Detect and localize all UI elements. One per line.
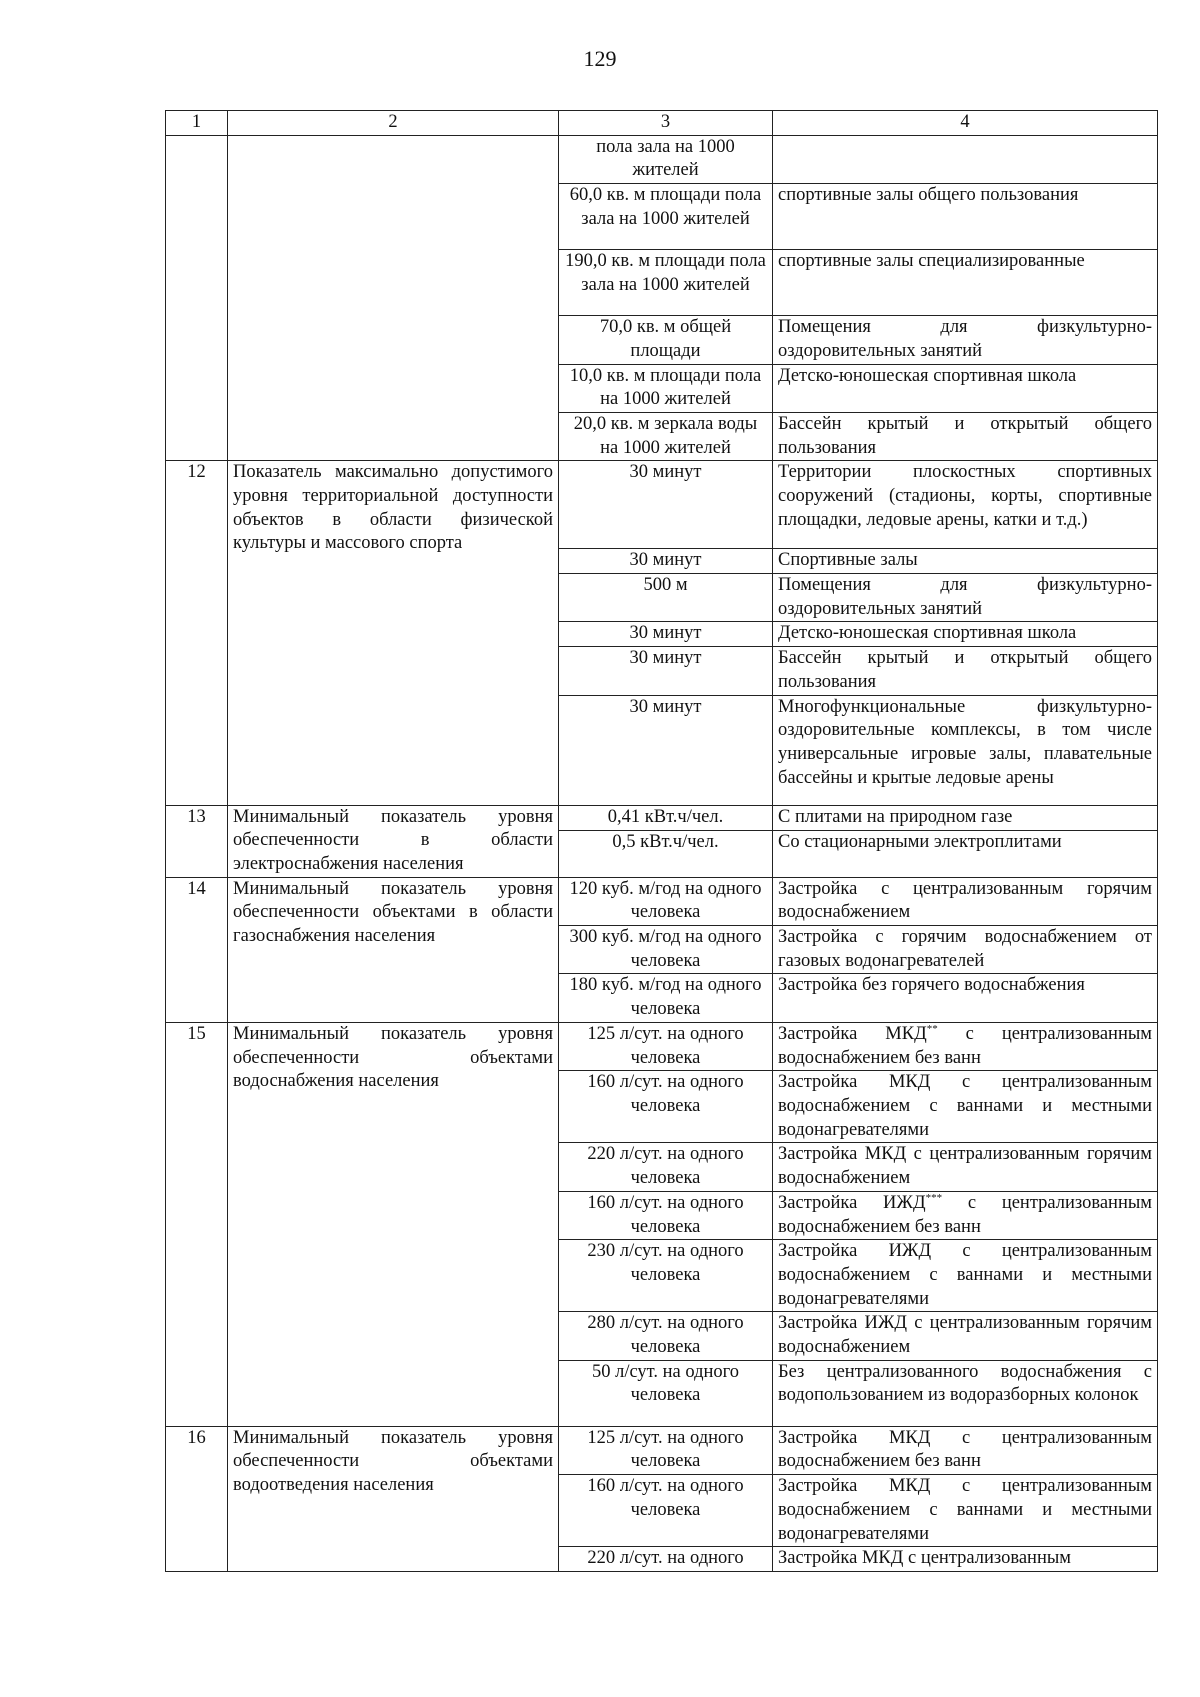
footnote-mark: ** [926,1022,938,1035]
footnote-mark: *** [925,1191,943,1204]
header-col-2: 2 [228,111,559,136]
value-cell: 160 л/сут. на одного человека [559,1071,773,1143]
conditions-text: с централизованным водоснабжением без ванн [778,1023,1152,1068]
value-cell: 280 л/сут. на одного человека [559,1312,773,1360]
row-number: 12 [166,461,228,805]
value-cell: 180 куб. м/год на одного человека [559,974,773,1022]
value-cell: 120 куб. м/год на одного человека [559,877,773,925]
header-col-1: 1 [166,111,228,136]
indicator-cell: Минимальный показатель уровня обеспеченности объектами водоснабжения населения [228,1022,559,1426]
row-number: 15 [166,1022,228,1426]
value-cell: 0,5 кВт.ч/чел. [559,831,773,877]
conditions-cell: Со стационарными электроплитами [773,831,1158,877]
conditions-cell: Бассейн крытый и открытый общего пользования [773,412,1158,460]
value-cell: 30 минут [559,622,773,647]
table-row [166,1426,1158,1474]
header-col-4: 4 [773,111,1158,136]
conditions-cell: Застройка без горячего водоснабжения [773,974,1158,1022]
conditions-cell: Многофункциональные физкультурно-оздоровительные комплексы, в том числе универсальные игровые залы, плавательные бассейны и крытые ледовые арены [773,695,1158,805]
value-cell: 300 куб. м/год на одного человека [559,926,773,974]
value-cell: 500 м [559,574,773,622]
table-row [166,877,1158,925]
conditions-cell: спортивные залы специализированные [773,250,1158,316]
conditions-cell [773,1191,1158,1239]
conditions-cell: Застройка МКД с централизованным водоснабжением с ваннами и местными водонагревателями [773,1071,1158,1143]
conditions-cell [773,1022,1158,1070]
conditions-cell: Помещения для физкультурно-оздоровительных занятий [773,574,1158,622]
norms-table [165,110,1158,1572]
conditions-cell: Застройка ИЖД с централизованным водоснабжением с ваннами и местными водонагревателями [773,1240,1158,1312]
header-row [166,111,1158,136]
conditions-cell: Детско-юношеская спортивная школа [773,622,1158,647]
value-cell: 0,41 кВт.ч/чел. [559,805,773,831]
indicator-cell: Минимальный показатель уровня обеспеченности объектами водоотведения населения [228,1426,559,1571]
value-cell: 125 л/сут. на одного человека [559,1426,773,1474]
conditions-cell: Детско-юношеская спортивная школа [773,364,1158,412]
value-cell: 30 минут [559,461,773,549]
value-cell: 125 л/сут. на одного человека [559,1022,773,1070]
value-cell: 70,0 кв. м общей площади [559,316,773,364]
table-row [166,461,1158,549]
value-cell: пола зала на 1000 жителей [559,135,773,183]
indicator-cell: Минимальный показатель уровня обеспеченности в области электроснабжения населения [228,805,559,877]
value-cell: 160 л/сут. на одного человека [559,1475,773,1547]
value-cell: 10,0 кв. м площади пола на 1000 жителей [559,364,773,412]
row-number: 13 [166,805,228,877]
conditions-cell: Застройка ИЖД с централизованным горячим водоснабжением [773,1312,1158,1360]
conditions-cell: Застройка с горячим водоснабжением от газовых водонагревателей [773,926,1158,974]
indicator-cell: Минимальный показатель уровня обеспеченности объектами в области газоснабжения населения [228,877,559,1022]
conditions-text: Застройка ИЖД [778,1192,926,1213]
conditions-cell: Спортивные залы [773,549,1158,574]
header-col-3: 3 [559,111,773,136]
conditions-cell [773,135,1158,183]
conditions-cell: Застройка МКД с централизованным [773,1547,1158,1572]
conditions-cell: Без централизованного водоснабжения с водопользованием из водоразборных колонок [773,1360,1158,1426]
table-row [166,135,1158,183]
value-cell: 220 л/сут. на одного [559,1547,773,1572]
value-cell: 30 минут [559,695,773,805]
row-number [166,135,228,461]
norms-table-body [166,111,1158,1572]
row-number: 14 [166,877,228,1022]
row-number: 16 [166,1426,228,1571]
value-cell: 160 л/сут. на одного человека [559,1191,773,1239]
conditions-cell: Бассейн крытый и открытый общего пользования [773,647,1158,695]
indicator-cell: Показатель максимально допустимого уровня территориальной доступности объектов в области физической культуры и массового спорта [228,461,559,805]
table-row [166,805,1158,831]
value-cell: 60,0 кв. м площади пола зала на 1000 жителей [559,184,773,250]
conditions-cell: Застройка с централизованным горячим водоснабжением [773,877,1158,925]
value-cell: 20,0 кв. м зеркала воды на 1000 жителей [559,412,773,460]
conditions-cell: Застройка МКД с централизованным водоснабжением без ванн [773,1426,1158,1474]
value-cell: 190,0 кв. м площади пола зала на 1000 жителей [559,250,773,316]
conditions-cell: Застройка МКД с централизованным водоснабжением с ваннами и местными водонагревателями [773,1475,1158,1547]
conditions-cell: спортивные залы общего пользования [773,184,1158,250]
conditions-cell: С плитами на природном газе [773,805,1158,831]
conditions-cell: Помещения для физкультурно-оздоровительных занятий [773,316,1158,364]
value-cell: 230 л/сут. на одного человека [559,1240,773,1312]
value-cell: 220 л/сут. на одного человека [559,1143,773,1191]
value-cell: 30 минут [559,549,773,574]
conditions-text: с централизованным водоснабжением без ванн [778,1192,1152,1237]
indicator-cell [228,135,559,461]
conditions-cell: Территории плоскостных спортивных сооружений (стадионы, корты, спортивные площадки, ледовые арены, катки и т.д.) [773,461,1158,549]
value-cell: 50 л/сут. на одного человека [559,1360,773,1426]
table-row [166,1022,1158,1070]
conditions-cell: Застройка МКД с централизованным горячим водоснабжением [773,1143,1158,1191]
page-number: 129 [583,46,617,71]
value-cell: 30 минут [559,647,773,695]
conditions-text: Застройка МКД [778,1023,927,1044]
